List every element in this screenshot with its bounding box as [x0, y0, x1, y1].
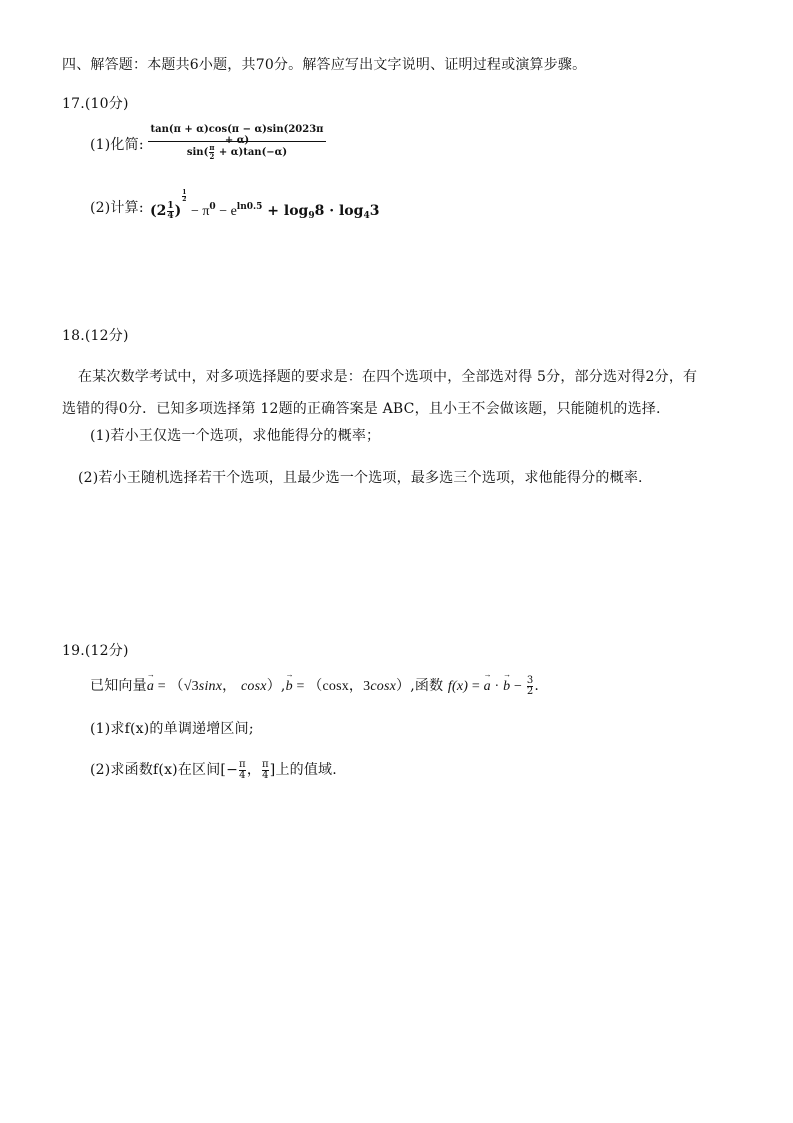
- question-18-number: 18.(12分): [62, 328, 129, 344]
- mixed-fraction: [167, 202, 173, 221]
- cosx-b: cosx: [370, 679, 397, 694]
- part2-a: (2)求函数f(x)在区间[−: [90, 762, 239, 778]
- q18-part2: (2)若小王随机选择若干个选项，且最少选一个选项，最多选三个选项，求他能得分的概率.: [78, 470, 643, 486]
- exponent-fraction: [182, 190, 186, 203]
- exp-bottom: 2: [182, 196, 187, 203]
- q18-paragraph-line1: 在某次数学考试中，对多项选择题的要求是：在四个选项中，全部选对得 5分，部分选对得2分，有: [78, 369, 698, 385]
- pi-over-2: [209, 144, 214, 161]
- q17-part2-expression: [150, 190, 379, 221]
- mixed-top: 1: [167, 200, 174, 211]
- mixed-bottom: 4: [167, 210, 174, 221]
- q17-part2-label: (2)计算:: [90, 200, 144, 216]
- pi-exponent: 0: [209, 202, 216, 212]
- q17-part1-fraction: [148, 124, 326, 164]
- vector-a-2: → a: [484, 679, 491, 695]
- intro-text: 已知向量: [90, 678, 147, 694]
- func-text: ,函数: [410, 678, 448, 694]
- fraction-bar: [148, 141, 326, 142]
- close-b: ）: [396, 678, 411, 694]
- three-halves-bottom: 2: [526, 685, 534, 697]
- minus: −: [510, 679, 526, 694]
- q18-paragraph-line2: 选错的得0分．已知多项选择第 12题的正确答案是 ABC，且小王不会做该题，只能随机的选择.: [62, 401, 661, 417]
- pi4a-bottom: 4: [239, 769, 246, 781]
- pi-over-2-top: π: [209, 143, 215, 152]
- pi4a-top: π: [239, 758, 246, 770]
- question-19-number: 19.(12分): [62, 643, 129, 659]
- comma1: ,: [280, 678, 286, 694]
- q17-fraction-denominator: [148, 144, 326, 161]
- log1-arg: 8 · log: [314, 203, 364, 219]
- vector-b-2: → b: [503, 679, 510, 695]
- minus-pi: − π: [187, 204, 210, 219]
- close-a: ）: [266, 678, 281, 694]
- q17-part1-label: (1)化简:: [90, 137, 144, 153]
- eq-b: = （cosx，3: [292, 679, 371, 694]
- vector-a: → a: [147, 679, 154, 695]
- eq-f: =: [468, 679, 484, 694]
- sep1: ，: [222, 678, 242, 694]
- pi4b-bottom: 4: [262, 769, 269, 781]
- dot: ·: [490, 679, 504, 694]
- log2-arg: 3: [369, 203, 380, 219]
- part2-b: ]上的值域.: [269, 762, 337, 778]
- period: .: [534, 678, 540, 694]
- q19-part2: [90, 759, 337, 781]
- pi-over-2-bottom: 2: [209, 152, 215, 161]
- base-close: ): [174, 203, 182, 219]
- question-17-number: 17.(10分): [62, 96, 129, 112]
- eq-a: = （√3: [154, 679, 199, 694]
- denominator-part-b: + α)tan(−α): [215, 147, 288, 158]
- section-header: 四、解答题：本题共6小题，共70分。解答应写出文字说明、证明过程或演算步骤。: [62, 57, 587, 73]
- fx: f(x): [447, 679, 469, 694]
- log1-base: 9: [308, 211, 315, 221]
- minus-e: − e: [215, 204, 237, 219]
- pi4b-top: π: [262, 758, 269, 770]
- q19-intro-line: [90, 675, 539, 697]
- q17-fraction-numerator: tan(π + α)cos(π − α)sin(2023π + α): [150, 124, 324, 146]
- three-halves-top: 3: [526, 674, 534, 686]
- pi-over-4-a: [239, 760, 246, 781]
- pi-over-4-b: [262, 760, 269, 781]
- q18-part1: (1)若小王仅选一个选项，求他能得分的概率；: [90, 428, 381, 444]
- base-open: (2: [150, 203, 167, 219]
- denominator-part-a: sin(: [186, 147, 209, 158]
- vector-b: → b: [286, 679, 293, 695]
- part2-mid: ，: [246, 762, 262, 778]
- log2-base: 4: [363, 211, 370, 221]
- exp-top: 1: [182, 189, 187, 196]
- plus-log: + log: [262, 203, 309, 219]
- q19-part1: (1)求f(x)的单调递增区间;: [90, 721, 254, 737]
- e-exponent: ln0.5: [236, 202, 263, 212]
- three-halves: [527, 676, 534, 697]
- sinx: sinx: [198, 679, 223, 694]
- cosx-a: cosx: [241, 679, 267, 694]
